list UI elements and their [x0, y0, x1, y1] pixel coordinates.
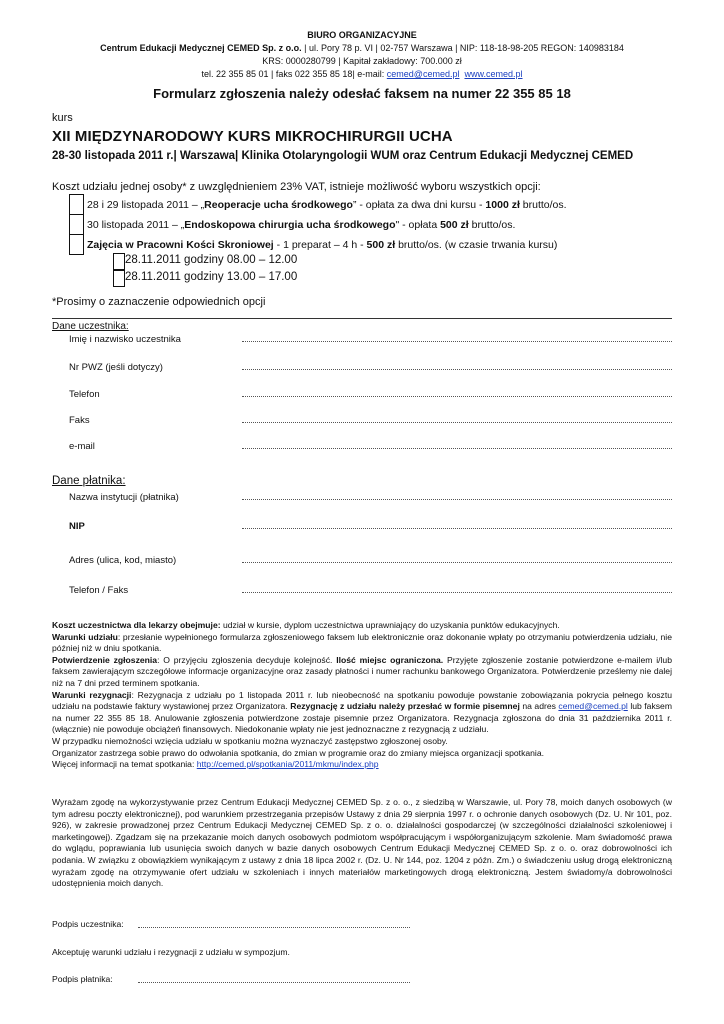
session-checkbox-morning[interactable] [113, 253, 125, 270]
institution-field[interactable] [242, 499, 672, 500]
address-label: Adres (ulica, kod, miasto) [69, 555, 177, 566]
terms-resignation: Warunki rezygnacji: Rezygnacja z udziału po 1 listopada 2011 r. lub nieobecność na spotkaniu powoduje powstanie zobowiązania pokrycia pełnego kosztu udziału na podstawie faktury wystawionej przez Organizatora. Rezygnację z udziału należy przesłać w formie pisemnej na adres cemed@cemed.pl lub faksem na numer 22 355 85 18. Anulowanie zgłoszenia potwierdzone zostaje pisemnie przez Organizatora. Rezygnacja zgłoszona do dnia 31 października 2011 r. (włącznie) nie powoduje obciążeń finansowych. Niedokonanie wpłaty nie jest jednoznaczne z rezygnacją z udziału. [52, 689, 672, 735]
resignation-email-link[interactable]: cemed@cemed.pl [558, 701, 628, 712]
participant-signature-field[interactable] [138, 927, 410, 928]
payer-heading: Dane płatnika: [52, 475, 126, 487]
terms-more-info: Więcej informacji na temat spotkania: http://cemed.pl/spotkania/2011/mkmu/index.php [52, 759, 379, 770]
session-checkbox-afternoon[interactable] [113, 270, 125, 287]
session-morning: 28.11.2011 godziny 08.00 – 12.00 [125, 254, 298, 266]
email-label: e-mail [69, 441, 95, 452]
fax-field[interactable] [242, 422, 672, 423]
payer-phone-label: Telefon / Faks [69, 585, 129, 596]
course-title: XII MIĘDZYNARODOWY KURS MIKROCHIRURGII UCHA [52, 128, 453, 145]
terms-confirmation: Potwierdzenie zgłoszenia: O przyjęciu zgłoszenia decyduje kolejność. Ilość miejsc ograniczona. Przyjęte zgłoszenie zostanie potwierdzone e-mailem i/lub faksem zawierającym szczegółowe informacje organizacyjne oraz zasady płatności i numer rachunku bankowego Organizatora. Potwierdzenie prześlemy nie dalej niż na 7 dni przed terminem spotkania. [52, 654, 672, 688]
org-registration: KRS: 0000280799 | Kapitał zakładowy: 700.000 zł [262, 56, 462, 66]
nip-label: NIP [69, 521, 85, 532]
phone-label: Telefon [69, 389, 100, 400]
divider [52, 318, 672, 319]
nip-field[interactable] [242, 528, 672, 529]
data-consent: Wyrażam zgodę na wykorzystywanie przez Centrum Edukacji Medycznej CEMED Sp. z o. o., z siedzibą w Warszawie, ul. Pory 78, moich danych osobowych (w tym adresu poczty elektronicznej), pod warunkiem przestrzegania przepisów Ustawy z dnia 29 sierpnia 1997 r. o ochronie danych osobowych (Dz. U. Nr 101, poz. 926), w zakresie prowadzonej przez Centrum Edukacji Medycznej CEMED Sp. z o. o. działalności gospodarczej (w szczególności działalności szkoleniowej i marketingowej). Zgadzam się na przekazanie moich danych osobowych podmiotom współpracującym i współorganizującym szkolenie. Mam świadomość prawa do wglądu, poprawiania lub usunięcia swoich danych w bazie danych osobowych Centrum Edukacji Medycznej CEMED Sp. z o. o. oraz dobrowolności ich podania. W związku z obowiązkiem wynikającym z ustawy z dnia 18 lipca 2002 r. (Dz. U. Nr 144, poz. 1204 z późn. Zm.) o świadczeniu usług drogą elektroniczną wyrażam zgodę na otrzymywanie ofert udziału w szkoleniach i innych materiałów marketingowych drogą elektroniczną. Jestem świadomy/a dobrowolności udostępnienia moich danych. [52, 797, 672, 889]
org-address: Centrum Edukacji Medycznej CEMED Sp. z o.o. | ul. Pory 78 p. VI | 02-757 Warszawa | NIP: 118-18-98-205 REGON: 140983184 [100, 43, 624, 53]
cost-intro: Koszt udziału jednej osoby* z uwzględnieniem 23% VAT, istnieje możliwość wyboru wszystkich opcji: [52, 181, 541, 193]
terms-organizer-rights: Organizator zastrzega sobie prawo do odwołania spotkania, do zmian w programie oraz do zmiany miejsca organizacji spotkania. [52, 747, 545, 758]
fax-notice: Formularz zgłoszenia należy odesłać faksem na numer 22 355 85 18 [153, 86, 571, 101]
terms-cost: Koszt uczestnictwa dla lekarzy obejmuje: udział w kursie, dyplom uczestnictwa uprawniający do uzyskania punktów edukacyjnych. [52, 620, 560, 630]
terms-substitute: W przypadku niemożności wzięcia udziału w spotkaniu można wyznaczyć zastępstwo zgłoszonej osoby. [52, 735, 448, 746]
option-checkbox-pracownia[interactable] [69, 234, 84, 255]
terms [52, 620, 672, 771]
org-contact: tel. 22 355 85 01 | faks 022 355 85 18| e-mail: cemed@cemed.pl www.cemed.pl [201, 69, 523, 79]
option-reoperacje: 28 i 29 listopada 2011 – „Reoperacje ucha środkowego” - opłata za dwa dni kursu - 1000 zł brutto/os. [87, 199, 567, 211]
terms-conditions: Warunki udziału: przesłanie wypełnionego formularza zgłoszeniowego faksem lub elektronicznie oraz dokonanie wpłaty po otrzymaniu potwierdzenia udziału, nie później niż w dniu spotkania. [52, 631, 672, 654]
option-endoskopowa: 30 listopada 2011 – „Endoskopowa chirurgia ucha środkowego" - opłata 500 zł brutto/os. [87, 219, 516, 231]
payer-signature-label: Podpis płatnika: [52, 974, 113, 984]
option-checkbox-reoperacje[interactable] [69, 194, 84, 215]
phone-field[interactable] [242, 396, 672, 397]
session-afternoon: 28.11.2011 godziny 13.00 – 17.00 [125, 271, 298, 283]
event-info-link[interactable]: http://cemed.pl/spotkania/2011/mkmu/index.php [196, 759, 379, 770]
website-link[interactable]: www.cemed.pl [464, 69, 523, 79]
fax-label: Faks [69, 415, 90, 426]
options-note: *Prosimy o zaznaczenie odpowiednich opcji [52, 296, 266, 308]
payer-phone-field[interactable] [242, 592, 672, 593]
email-field[interactable] [242, 448, 672, 449]
address-field[interactable] [242, 562, 672, 563]
org-title: BIURO ORGANIZACYJNE [307, 30, 417, 40]
course-label: kurs [52, 112, 73, 124]
pwz-label: Nr PWZ (jeśli dotyczy) [69, 362, 163, 373]
participant-name-label: Imię i nazwisko uczestnika [69, 334, 181, 345]
accept-terms-text: Akceptuję warunki udziału i rezygnacji z udziału w sympozjum. [52, 947, 290, 957]
option-checkbox-endoskopowa[interactable] [69, 214, 84, 235]
institution-label: Nazwa instytucji (płatnika) [69, 492, 179, 503]
participant-heading: Dane uczestnika: [52, 321, 129, 332]
participant-signature-label: Podpis uczestnika: [52, 919, 124, 929]
course-subtitle: 28-30 listopada 2011 r.| Warszawa| Klinika Otolaryngologii WUM oraz Centrum Edukacji Medycznej CEMED [52, 150, 634, 162]
pwz-field[interactable] [242, 369, 672, 370]
payer-signature-field[interactable] [138, 982, 410, 983]
email-link[interactable]: cemed@cemed.pl [386, 69, 460, 79]
participant-name-field[interactable] [242, 341, 672, 342]
option-pracownia: Zajęcia w Pracowni Kości Skroniowej - 1 preparat – 4 h - 500 zł brutto/os. (w czasie trwania kursu) [87, 239, 558, 251]
